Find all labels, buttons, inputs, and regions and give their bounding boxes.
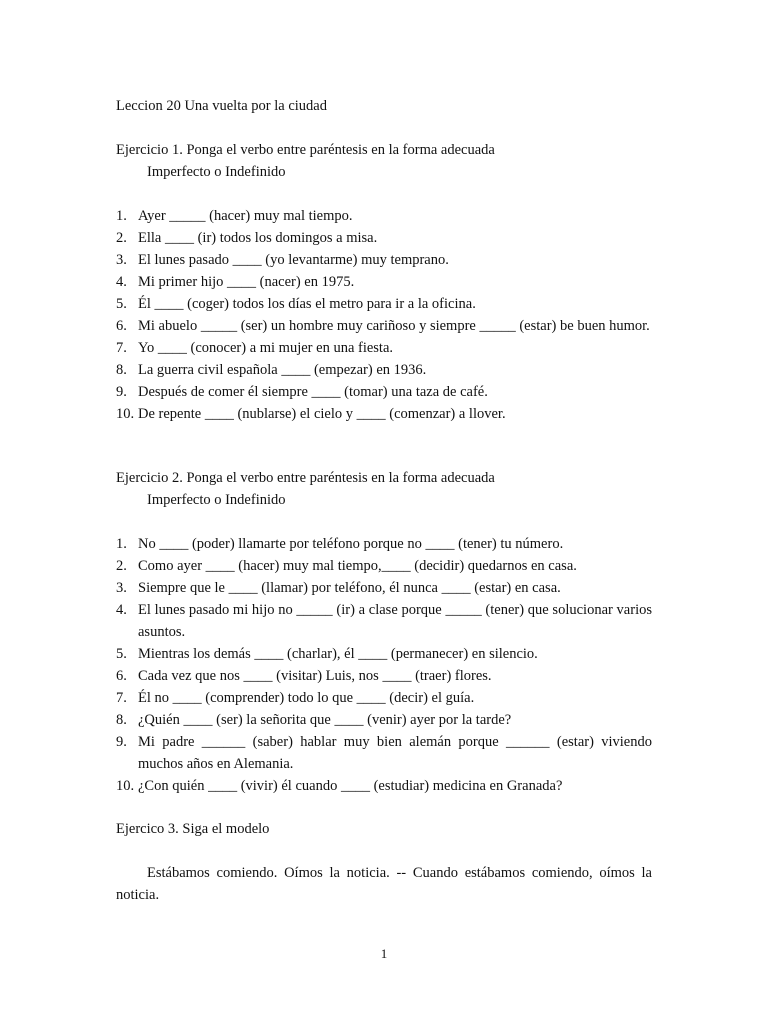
list-item: 8. ¿Quién ____ (ser) la señorita que ____ (venir) ayer por la tarde? bbox=[116, 712, 512, 728]
list-item: 1. No ____ (poder) llamarte por teléfono porque no ____ (tener) tu número. bbox=[116, 536, 564, 552]
list-item: 3. El lunes pasado ____ (yo levantarme) muy temprano. bbox=[116, 252, 449, 268]
exercise-2-heading: Ejercicio 2. Ponga el verbo entre paréntesis en la forma adecuada bbox=[116, 470, 495, 486]
list-item: 6. Mi abuelo _____ (ser) un hombre muy cariñoso y siempre _____ (estar) be buen humor. bbox=[116, 318, 650, 334]
exercise-1-subheading: Imperfecto o Indefinido bbox=[147, 164, 286, 180]
list-item: 6. Cada vez que nos ____ (visitar) Luis, nos ____ (traer) flores. bbox=[116, 668, 492, 684]
list-item: 5. Él ____ (coger) todos los días el metro para ir a la oficina. bbox=[116, 296, 476, 312]
list-item: 7. Yo ____ (conocer) a mi mujer en una fiesta. bbox=[116, 340, 394, 356]
list-item: 9. Mi padre ______ (saber) hablar muy bien alemán porque ______ (estar) viviendo muchos años en Alemania. bbox=[116, 734, 652, 772]
list-item: 8. La guerra civil española ____ (empezar) en 1936. bbox=[116, 362, 427, 378]
exercise-1-list bbox=[116, 205, 652, 425]
list-item: 10. De repente ____ (nublarse) el cielo y ____ (comenzar) a llover. bbox=[116, 406, 506, 422]
list-item: 7. Él no ____ (comprender) todo lo que ____ (decir) el guía. bbox=[116, 690, 475, 706]
list-item: 3. Siempre que le ____ (llamar) por teléfono, él nunca ____ (estar) en casa. bbox=[116, 580, 561, 596]
exercise-3-example: Estábamos comiendo. Oímos la noticia. -- Cuando estábamos comiendo, oímos la noticia. bbox=[116, 865, 652, 903]
list-item: 9. Después de comer él siempre ____ (tomar) una taza de café. bbox=[116, 384, 488, 400]
list-item: 4. Mi primer hijo ____ (nacer) en 1975. bbox=[116, 274, 355, 290]
list-item: 10. ¿Con quién ____ (vivir) él cuando ____ (estudiar) medicina en Granada? bbox=[116, 778, 563, 794]
list-item: 1. Ayer _____ (hacer) muy mal tiempo. bbox=[116, 208, 353, 224]
exercise-3-heading: Ejercico 3. Siga el modelo bbox=[116, 821, 270, 837]
exercise-2-list bbox=[116, 533, 652, 797]
exercise-2-subheading: Imperfecto o Indefinido bbox=[147, 492, 286, 508]
page-number: 1 bbox=[380, 946, 388, 961]
lesson-title: Leccion 20 Una vuelta por la ciudad bbox=[116, 98, 327, 114]
list-item: 5. Mientras los demás ____ (charlar), él ____ (permanecer) en silencio. bbox=[116, 646, 538, 662]
exercise-1-heading: Ejercicio 1. Ponga el verbo entre paréntesis en la forma adecuada bbox=[116, 142, 495, 158]
list-item: 2. Como ayer ____ (hacer) muy mal tiempo,____ (decidir) quedarnos en casa. bbox=[116, 558, 577, 574]
list-item: 2. Ella ____ (ir) todos los domingos a misa. bbox=[116, 230, 378, 246]
list-item: 4. El lunes pasado mi hijo no _____ (ir) a clase porque _____ (tener) que solucionar varios asuntos. bbox=[116, 602, 652, 640]
